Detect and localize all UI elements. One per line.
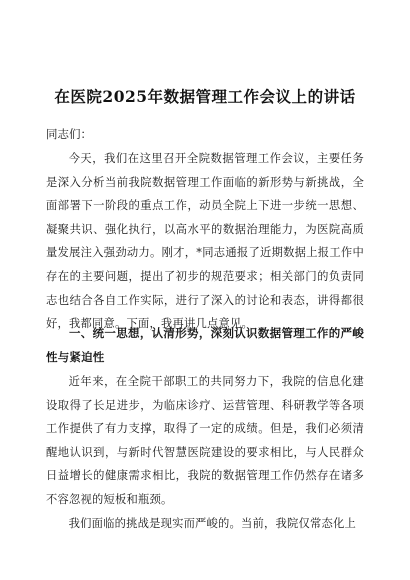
paragraph-opening: 今天，我们在这里召开全院数据管理工作会议，主要任务是深入分析当前我院数据管理工作面临的新形势与新挑战，全面部署下一阶段的重点工作，动员全院上下进一步统一思想、凝聚共识、强化执行，以高水平的数据治理能力，为医院高质量发展注入强劲动力。刚才，*同志通报了近期数据上报工作中存在的主要问题，提出了初步的规范要求；相关部门的负责同志也结合各自工作实际，进行了深入的讨论和表态，讲得都很好，我都同意。下面，我再讲几点意见。 [46, 152, 364, 331]
paragraph-section-1: 近年来，在全院干部职工的共同努力下，我院的信息化建设取得了长足进步，为临床诊疗、运营管理、科研教学等各项工作提供了有力支撑，取得了一定的成绩。但是，我们必须清醒地认识到，与新时代智慧医院建设的要求相比，与人民群众日益增长的健康需求相比，我院的数据管理工作仍然存在诸多不容忽视的短板和瓶颈。 [46, 375, 364, 506]
section-heading-1: 一、统一思想，认清形势，深刻认识数据管理工作的严峻性与紧迫性 [46, 326, 364, 364]
salutation: 同志们： [46, 127, 92, 141]
document-title: 在医院2025年数据管理工作会议上的讲话 [54, 87, 356, 106]
paragraph-section-2: 我们面临的挑战是现实而严峻的。当前，我院仅常态化上 [68, 517, 357, 530]
